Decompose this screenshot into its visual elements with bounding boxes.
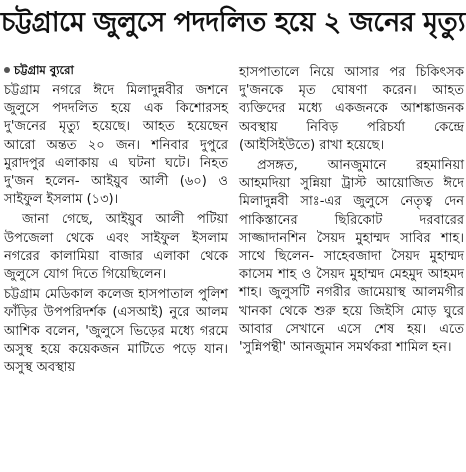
left-column bbox=[4, 62, 228, 377]
byline-text: চট্টগ্রাম ব্যুরো bbox=[14, 63, 74, 77]
paragraph: চট্টগ্রাম মেডিকাল কলেজ হাসপাতাল পুলিশ ফাঁড়ির উপপরিদর্শক (এসআই) নুরে আলম আশিক বলেন, 'জুলুসে ভিড়ের মধ্যে গরমে অসুস্থ হয়ে কয়েকজন মাটিতে পড়ে যান। অসুস্থ অবস্থায় bbox=[4, 287, 228, 376]
paragraph: জানা গেছে, আইয়ুব আলী পটিয়া উপজেলা থেকে এবং সাইফুল ইসলাম নগরের কালামিয়া বাজার এলাকা থেকে জুলুসে যোগ দিতে গিয়েছিলেন। bbox=[4, 212, 228, 283]
headline: চট্টগ্রামে জুলুসে পদদলিত হয়ে ২ জনের মৃত্যু bbox=[0, 7, 466, 38]
paragraph: চট্টগ্রাম নগরে ঈদে মিলাদুন্নবীর জশনে জুলুসে পদদলিত হয়ে এক কিশোরসহ দু'জনের মৃত্যু হয়েছে। আহত হয়েছেন আরো অন্তত ২০ জন। শনিবার দুপুরে মুরাদপুর এলাকায় এ ঘটনা ঘটে। নিহত দু'জন হলেন- আইয়ুব আলী (৬০) ও সাইফুল ইসলাম (১৩)। bbox=[4, 83, 228, 208]
paragraph: প্রসঙ্গত, আনজুমানে রহমানিয়া আহমদিয়া সুন্নিয়া ট্রাস্ট আয়োজিত ঈদে মিলাদুন্নবী সাঃ-এর জুলুসে নেতৃত্ব দেন পাকিস্তানের ছিরিকোট দরবারের সাজ্জাদানশিন সৈয়দ মুহাম্মদ সাবির শাহ। সাথে ছিলেন- সাহেবজাদা সৈয়দ মুহাম্মদ কাসেম শাহ ও সৈয়দ মুহাম্মদ মেহমুদ আহমদ শাহ। জুলুসটি নগরীর জামেয়াস্থ আলমগীর খানকা থেকে শুরু হয়ে জিইসি মোড় ঘুরে আবার সেখানে এসে শেষ হয়। এতে 'সুন্নিপন্থী' আনজুমান সমর্থকরা শামিল হন। bbox=[239, 158, 464, 356]
byline bbox=[4, 62, 228, 78]
paragraph: হাসপাতালে নিয়ে আসার পর চিকিৎসক দু'জনকে মৃত ঘোষণা করেন। আহত ব্যক্তিদের মধ্যে একজনকে আশঙ্কাজনক অবস্থায় নিবিড় পরিচর্যা কেন্দ্রে (আইসিইউতে) রাখা হয়েছে। bbox=[239, 65, 464, 153]
bullet-icon bbox=[4, 67, 10, 73]
right-column bbox=[239, 64, 464, 357]
